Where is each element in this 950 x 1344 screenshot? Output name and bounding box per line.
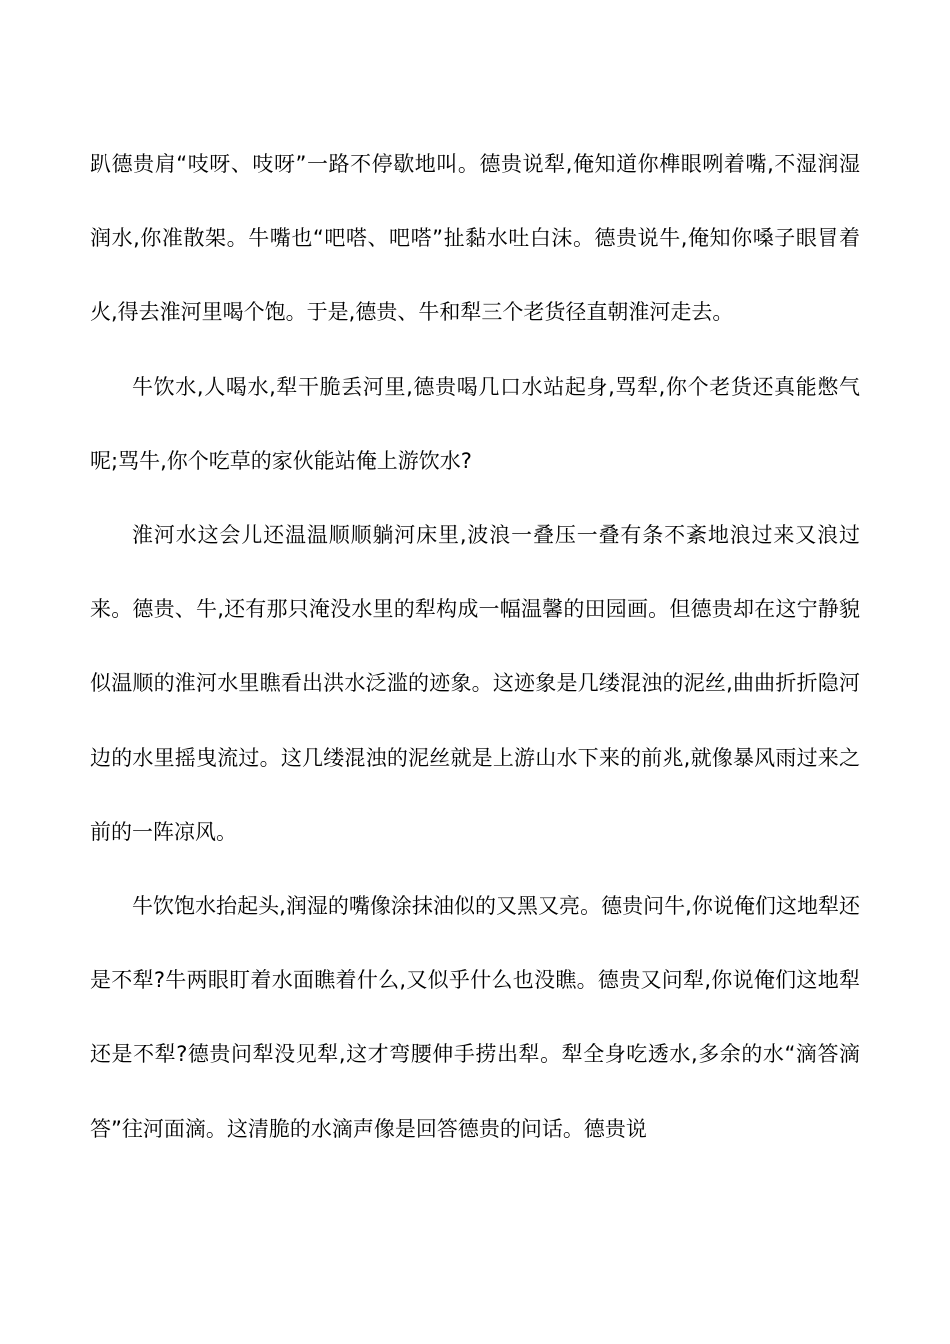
body-text <box>90 127 860 1166</box>
paragraph: 牛饮水,人喝水,犁干脆丢河里,德贵喝几口水站起身,骂犁,你个老货还真能憋气呢;骂牛,你个吃草的家伙能站俺上游饮水? <box>90 374 860 473</box>
paragraph-continued: 趴德贵肩“吱呀、吱呀”一路不停歇地叫。德贵说犁,俺知道你榫眼咧着嘴,不湿润湿润水,你准散架。牛嘴也“吧嗒、吧嗒”扯黏水吐白沫。德贵说牛,俺知你嗓子眼冒着火,得去淮河里喝个饱。于是,德贵、牛和犁三个老货径直朝淮河走去。 <box>90 152 860 325</box>
paragraph: 牛饮饱水抬起头,润湿的嘴像涂抹油似的又黑又亮。德贵问牛,你说俺们这地犁还是不犁?牛两眼盯着水面瞧着什么,又似乎什么也没瞧。德贵又问犁,你说俺们这地犁还是不犁?德贵问犁没见犁,这才弯腰伸手捞出犁。犁全身吃透水,多余的水“滴答滴答”往河面滴。这清脆的水滴声像是回答德贵的问话。德贵说 <box>90 894 860 1141</box>
paragraph: 淮河水这会儿还温温顺顺躺河床里,波浪一叠压一叠有条不紊地浪过来又浪过来。德贵、牛,还有那只淹没水里的犁构成一幅温馨的田园画。但德贵却在这宁静貌似温顺的淮河水里瞧看出洪水泛滥的迹象。这迹象是几缕混浊的泥丝,曲曲折折隐河边的水里摇曳流过。这几缕混浊的泥丝就是上游山水下来的前兆,就像暴风雨过来之前的一阵凉风。 <box>90 523 860 844</box>
